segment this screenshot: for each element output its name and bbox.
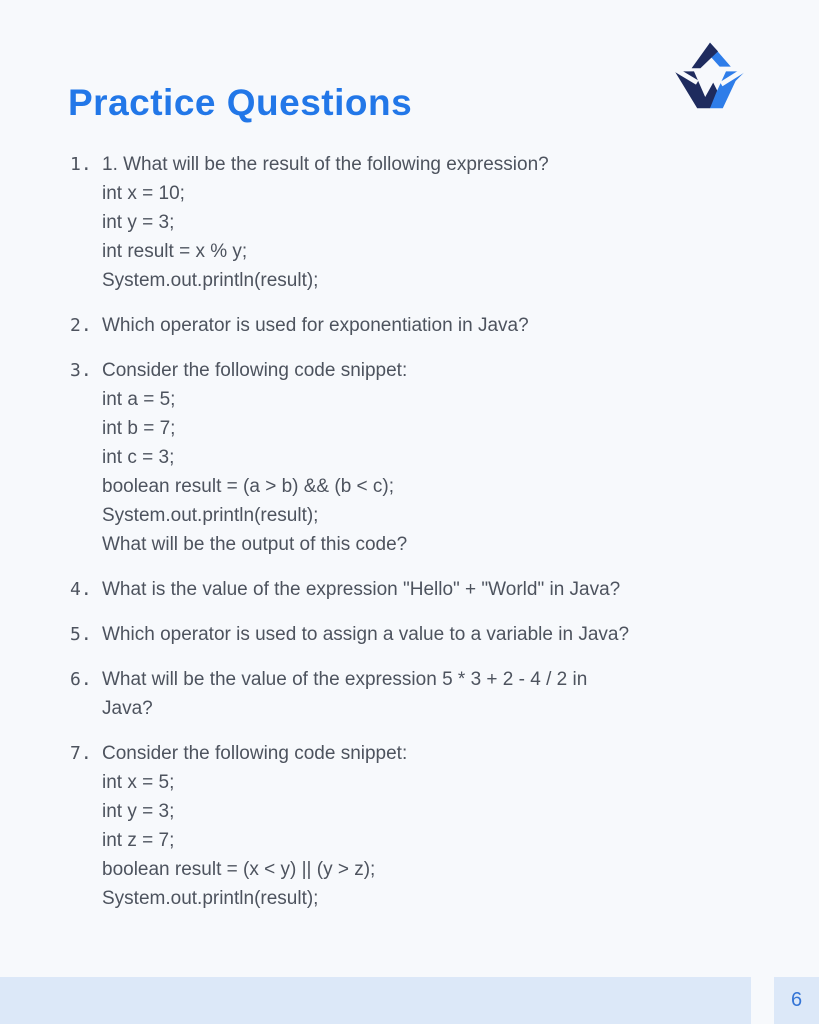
code-line: int result = x % y; (102, 241, 248, 262)
question-text: 1. What will be the result of the following expression? (102, 154, 549, 175)
question-lines (102, 311, 770, 340)
code-line: What will be the output of this code? (102, 534, 408, 555)
question-item (70, 739, 770, 913)
question-item (70, 620, 770, 649)
question-text: What is the value of the expression "Hello" + "World" in Java? (102, 579, 621, 600)
question-text: Consider the following code snippet: (102, 360, 408, 381)
question-number: 5. (70, 624, 92, 645)
question-lines (102, 665, 770, 723)
code-line: int z = 7; (102, 830, 175, 851)
question-text: Consider the following code snippet: (102, 743, 408, 764)
code-line: System.out.println(result); (102, 505, 319, 526)
question-number: 7. (70, 743, 92, 764)
question-text: Which operator is used to assign a value to a variable in Java? (102, 624, 630, 645)
question-number: 1. (70, 154, 92, 175)
question-number: 4. (70, 579, 92, 600)
page-number: 6 (790, 989, 803, 1011)
code-line: int y = 3; (102, 212, 175, 233)
question-lines (102, 575, 770, 604)
question-item (70, 356, 770, 559)
question-number: 2. (70, 315, 92, 336)
code-line: boolean result = (x < y) || (y > z); (102, 859, 376, 880)
question-text: Which operator is used for exponentiation in Java? (102, 315, 529, 336)
code-line: int c = 3; (102, 447, 175, 468)
code-line: Java? (102, 698, 153, 719)
code-line: int x = 10; (102, 183, 185, 204)
question-lines (102, 356, 770, 559)
code-line: boolean result = (a > b) && (b < c); (102, 476, 395, 497)
question-number: 3. (70, 360, 92, 381)
code-line: System.out.println(result); (102, 888, 319, 909)
question-lines (102, 739, 770, 913)
question-item (70, 665, 770, 723)
code-line: int x = 5; (102, 772, 175, 793)
question-item (70, 575, 770, 604)
question-lines (102, 150, 770, 295)
code-line: System.out.println(result); (102, 270, 319, 291)
questions-list (70, 150, 770, 929)
footer-bar (0, 977, 751, 1024)
question-text: What will be the value of the expression 5 * 3 + 2 - 4 / 2 in (102, 669, 588, 690)
question-lines (102, 620, 770, 649)
code-line: int a = 5; (102, 389, 176, 410)
code-line: int y = 3; (102, 801, 175, 822)
star-w-logo-icon (668, 33, 752, 113)
question-item (70, 150, 770, 295)
question-number: 6. (70, 669, 92, 690)
question-item (70, 311, 770, 340)
page-title: Practice Questions (68, 82, 413, 123)
page-number-badge (774, 977, 819, 1024)
code-line: int b = 7; (102, 418, 176, 439)
